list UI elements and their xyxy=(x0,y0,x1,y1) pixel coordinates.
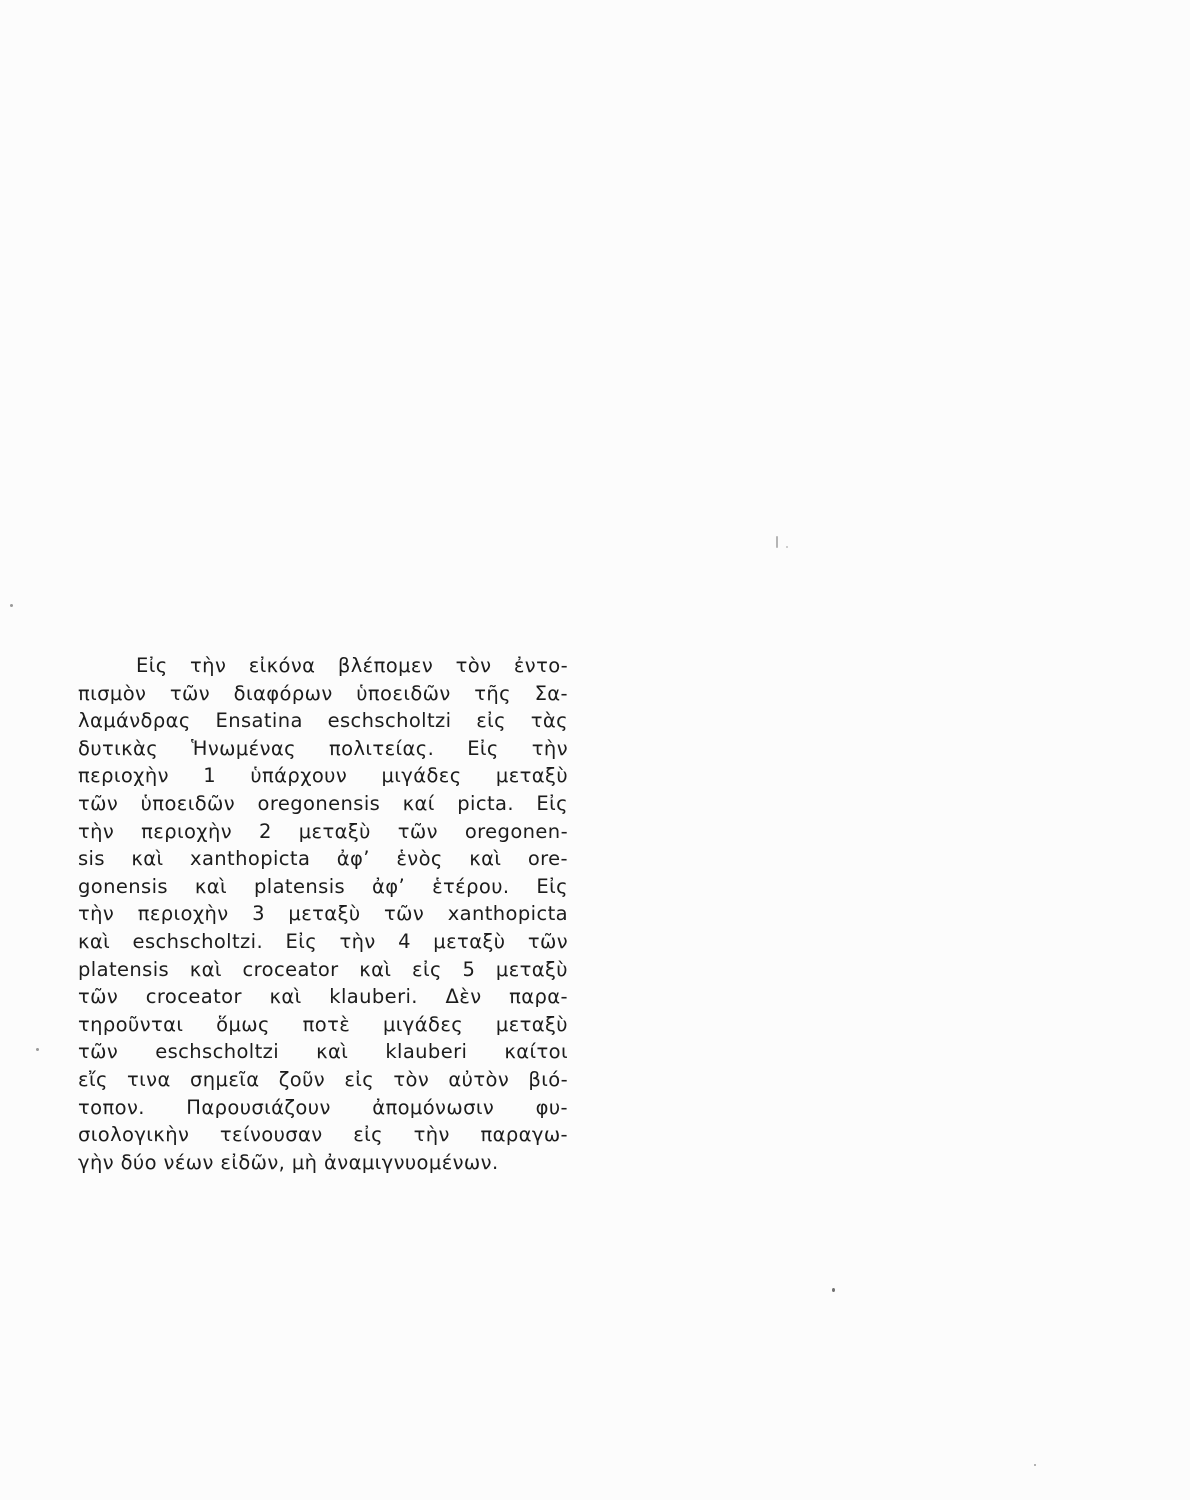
scan-speck xyxy=(1034,1464,1036,1466)
text-line: τῶν croceator καὶ klauberi. Δὲν παρα- xyxy=(78,985,568,1009)
text-line: τὴν περιοχὴν 2 μεταξὺ τῶν oregonen- xyxy=(78,819,568,843)
text-line: Εἰς τὴν εἰκόνα βλέπομεν τὸν ἐντο- xyxy=(136,654,568,677)
text-line: platensis καὶ croceator καὶ εἰς 5 μεταξὺ xyxy=(78,957,568,981)
text-line: τὴν περιοχὴν 3 μεταξὺ τῶν xanthopicta xyxy=(78,902,568,926)
text-line: sis καὶ xanthopicta ἀφ’ ἑνὸς καὶ ore- xyxy=(78,847,568,871)
text-line: καὶ eschscholtzi. Εἰς τὴν 4 μεταξὺ τῶν xyxy=(78,929,568,953)
paragraph xyxy=(78,652,568,1176)
text-line: τηροῦνται ὅμως ποτὲ μιγάδες μεταξὺ xyxy=(78,1012,568,1036)
text-line: τοπον. Παρουσιάζουν ἀπομόνωσιν φυ- xyxy=(78,1095,568,1119)
scan-speck xyxy=(786,546,788,548)
text-line: πισμὸν τῶν διαφόρων ὑποειδῶν τῆς Σα- xyxy=(78,681,568,705)
scan-speck xyxy=(776,536,778,548)
scan-speck xyxy=(10,604,13,607)
text-line: γὴν δύο νέων εἰδῶν, μὴ ἀναμιγνυομένων. xyxy=(78,1150,499,1174)
text-line: λαμάνδρας Ensatina eschscholtzi εἰς τὰς xyxy=(78,709,568,733)
scan-speck xyxy=(832,1288,835,1292)
text-line: περιοχὴν 1 ὑπάρχουν μιγάδες μεταξὺ xyxy=(78,764,568,788)
text-line: gonensis καὶ platensis ἀφ’ ἑτέρου. Εἰς xyxy=(78,874,568,898)
text-line: τῶν ὑποειδῶν oregonensis καί picta. Εἰς xyxy=(78,791,568,815)
text-line: δυτικὰς Ἡνωμένας πολιτείας. Εἰς τὴν xyxy=(78,736,568,760)
text-line: σιολογικὴν τείνουσαν εἰς τὴν παραγω- xyxy=(78,1123,568,1147)
scan-speck xyxy=(36,1048,39,1051)
text-line: εἴς τινα σημεῖα ζοῦν εἰς τὸν αὐτὸν βιό- xyxy=(78,1067,568,1091)
text-line: τῶν eschscholtzi καὶ klauberi καίτοι xyxy=(78,1040,568,1064)
